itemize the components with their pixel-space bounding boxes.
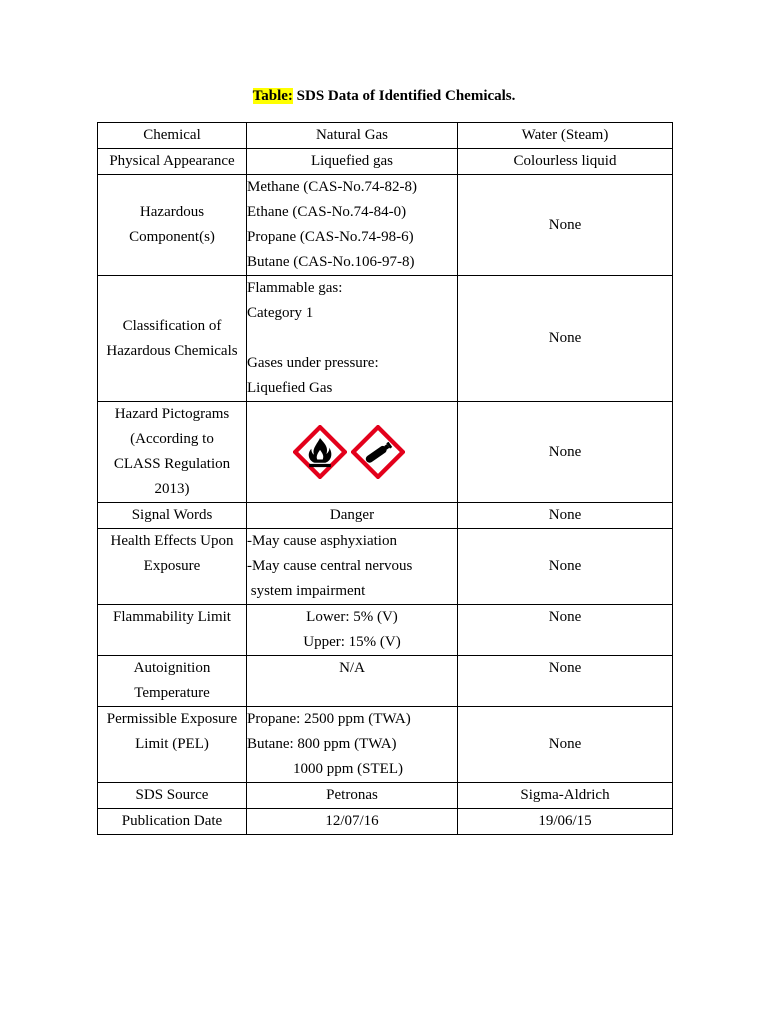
water-cell: None (458, 656, 673, 707)
water-cell: None (458, 175, 673, 276)
table-row (98, 276, 673, 402)
water-cell: None (458, 529, 673, 605)
water-cell: None (458, 276, 673, 402)
table-row (98, 529, 673, 605)
sds-table (97, 122, 673, 835)
water-cell: 19/06/15 (458, 809, 673, 835)
flame-pictogram-icon (293, 425, 347, 479)
natural-gas-cell: Propane: 2500 ppm (TWA) Butane: 800 ppm (TWA) 1000 ppm (STEL) (247, 707, 458, 783)
row-label: Classification of Hazardous Chemicals (98, 276, 247, 402)
water-cell: Colourless liquid (458, 149, 673, 175)
water-cell: None (458, 402, 673, 503)
table-row (98, 149, 673, 175)
water-cell: None (458, 503, 673, 529)
natural-gas-cell: 12/07/16 (247, 809, 458, 835)
caption-title: SDS Data of Identified Chemicals. (292, 88, 516, 104)
row-label: Physical Appearance (98, 149, 247, 175)
table-row (98, 605, 673, 656)
natural-gas-cell: Danger (247, 503, 458, 529)
natural-gas-cell: Liquefied gas (247, 149, 458, 175)
natural-gas-cell: -May cause asphyxiation -May cause central nervous system impairment (247, 529, 458, 605)
row-label: Flammability Limit (98, 605, 247, 656)
natural-gas-cell (247, 402, 458, 503)
table-row (98, 656, 673, 707)
gas-cylinder-pictogram-icon (351, 425, 405, 479)
row-label: Signal Words (98, 503, 247, 529)
row-label: Autoignition Temperature (98, 656, 247, 707)
row-label: Health Effects Upon Exposure (98, 529, 247, 605)
row-label: Publication Date (98, 809, 247, 835)
header-cell-natural-gas: Natural Gas (247, 123, 458, 149)
table-row (98, 402, 673, 503)
table-row (98, 175, 673, 276)
natural-gas-cell: Lower: 5% (V) Upper: 15% (V) (247, 605, 458, 656)
table-row (98, 783, 673, 809)
row-label: SDS Source (98, 783, 247, 809)
header-cell-water: Water (Steam) (458, 123, 673, 149)
water-cell: None (458, 707, 673, 783)
row-label: Hazardous Component(s) (98, 175, 247, 276)
caption-label: Table: (252, 88, 293, 104)
table-caption (0, 86, 768, 106)
header-cell-chemical: Chemical (98, 123, 247, 149)
natural-gas-cell: Methane (CAS-No.74-82-8) Ethane (CAS-No.74-84-0) Propane (CAS-No.74-98-6) Butane (CAS-No.106-97-8) (247, 175, 458, 276)
table-row (98, 707, 673, 783)
water-cell: Sigma-Aldrich (458, 783, 673, 809)
water-cell: None (458, 605, 673, 656)
row-label: Permissible Exposure Limit (PEL) (98, 707, 247, 783)
table-row (98, 809, 673, 835)
table-row (98, 503, 673, 529)
natural-gas-cell: Petronas (247, 783, 458, 809)
table-header-row (98, 123, 673, 149)
natural-gas-cell: Flammable gas: Category 1 Gases under pressure: Liquefied Gas (247, 276, 458, 402)
natural-gas-cell: N/A (247, 656, 458, 707)
row-label: Hazard Pictograms (According to CLASS Regulation 2013) (98, 402, 247, 503)
